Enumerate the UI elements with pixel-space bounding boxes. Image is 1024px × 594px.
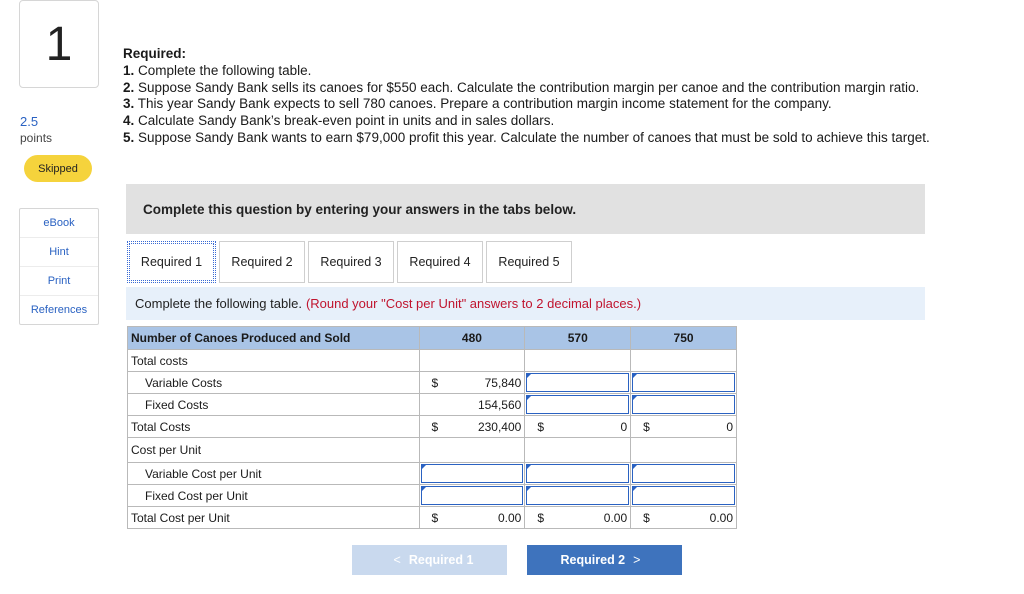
prompt-text: Complete the following table.	[135, 296, 302, 311]
row-label: Variable Costs	[128, 372, 420, 394]
dollar-sign: $	[643, 511, 650, 525]
item-text: Suppose Sandy Bank wants to earn $79,000 profit this year. Calculate the number of canoes that must be sold to achieve this target.	[138, 129, 930, 145]
next-required-button[interactable]	[527, 545, 682, 575]
chevron-right-icon: >	[633, 553, 641, 567]
fixed-costs-750-input[interactable]	[631, 394, 737, 416]
status-badge: Skipped	[24, 155, 92, 182]
header-label: Number of Canoes Produced and Sold	[128, 327, 420, 350]
input-box[interactable]	[632, 395, 735, 414]
input-box[interactable]	[632, 373, 735, 392]
total-costs-750	[631, 416, 737, 438]
empty-cell	[631, 350, 737, 372]
tab-required-1[interactable]: Required 1	[127, 241, 216, 283]
total-per-unit-750	[631, 507, 737, 529]
empty-cell	[631, 438, 737, 463]
row-label: Variable Cost per Unit	[128, 463, 420, 485]
table-row	[128, 394, 737, 416]
total-costs-570	[525, 416, 631, 438]
value: 0.00	[603, 511, 628, 525]
item-number: 2.	[123, 79, 135, 95]
table-row	[128, 416, 737, 438]
table-row	[128, 372, 737, 394]
required-list	[123, 63, 1013, 147]
ebook-link[interactable]: eBook	[20, 209, 98, 238]
variable-costs-750-input[interactable]	[631, 372, 737, 394]
input-box[interactable]	[421, 486, 524, 505]
value: 0	[726, 420, 733, 434]
resources-panel	[19, 208, 99, 325]
input-box[interactable]	[526, 395, 629, 414]
row-label: Total Cost per Unit	[128, 507, 420, 529]
item-number: 3.	[123, 96, 135, 112]
points-info	[20, 114, 52, 146]
table-row	[128, 438, 737, 463]
row-label: Fixed Costs	[128, 394, 420, 416]
header-480: 480	[419, 327, 525, 350]
dollar-sign: $	[431, 376, 439, 390]
value: 75,840	[484, 376, 522, 390]
total-per-unit-480	[419, 507, 525, 529]
value: 0.00	[709, 511, 733, 525]
total-costs-480	[419, 416, 525, 438]
table-row	[128, 350, 737, 372]
dollar-sign: $	[643, 420, 650, 434]
points-value: 2.5	[20, 114, 39, 129]
list-item	[123, 113, 1013, 130]
dollar-sign: $	[537, 420, 545, 434]
variable-costs-480	[419, 372, 525, 394]
required-section	[123, 46, 1013, 147]
required-heading: Required:	[123, 46, 187, 61]
item-number: 5.	[123, 129, 135, 145]
prev-label: Required 1	[408, 553, 474, 567]
fixed-per-unit-480-input[interactable]	[419, 485, 525, 507]
header-750: 750	[631, 327, 737, 350]
value: 230,400	[477, 420, 522, 434]
value: 0	[620, 420, 628, 434]
next-label: Required 2	[560, 553, 626, 567]
fixed-costs-480	[419, 394, 525, 416]
instructions-banner: Complete this question by entering your answers in the tabs below.	[126, 184, 925, 234]
list-item	[123, 96, 1013, 113]
prompt-bar	[126, 287, 925, 320]
var-per-unit-750-input[interactable]	[631, 463, 737, 485]
table-row	[128, 507, 737, 529]
item-number: 4.	[123, 113, 135, 129]
item-text: This year Sandy Bank expects to sell 780 canoes. Prepare a contribution margin income statement for the company.	[137, 96, 832, 112]
row-label: Fixed Cost per Unit	[128, 485, 420, 507]
question-number: 1	[19, 0, 99, 88]
print-link[interactable]: Print	[20, 267, 98, 296]
var-per-unit-570-input[interactable]	[525, 463, 631, 485]
dollar-sign: $	[431, 511, 439, 525]
empty-cell	[419, 438, 525, 463]
chevron-left-icon: <	[393, 553, 401, 567]
tab-bar	[127, 241, 575, 283]
input-box[interactable]	[526, 486, 629, 505]
prompt-note: (Round your "Cost per Unit" answers to 2 decimal places.)	[305, 296, 642, 311]
variable-costs-570-input[interactable]	[525, 372, 631, 394]
value: 154,560	[477, 398, 522, 412]
points-label: points	[20, 131, 53, 145]
item-text: Calculate Sandy Bank’s break-even point in units and in sales dollars.	[138, 113, 555, 129]
total-per-unit-570	[525, 507, 631, 529]
list-item	[123, 63, 1013, 80]
cost-table	[127, 326, 737, 529]
list-item	[123, 130, 1013, 147]
header-570: 570	[525, 327, 631, 350]
references-link[interactable]: References	[30, 304, 88, 316]
tab-required-4[interactable]: Required 4	[397, 241, 483, 283]
item-text: Complete the following table.	[138, 62, 312, 78]
input-box[interactable]	[632, 464, 735, 483]
empty-cell	[419, 350, 525, 372]
var-per-unit-480-input[interactable]	[419, 463, 525, 485]
hint-link[interactable]: Hint	[20, 238, 98, 267]
item-text: Suppose Sandy Bank sells its canoes for $550 each. Calculate the contribution margin per canoe and the contribution margin ratio.	[138, 79, 920, 95]
input-box[interactable]	[526, 373, 629, 392]
table-row	[128, 485, 737, 507]
tab-required-2[interactable]: Required 2	[219, 241, 305, 283]
tab-required-5[interactable]: Required 5	[486, 241, 572, 283]
input-box[interactable]	[526, 464, 629, 483]
prev-required-button	[352, 545, 507, 575]
table-row	[128, 463, 737, 485]
fixed-costs-570-input[interactable]	[525, 394, 631, 416]
input-box[interactable]	[421, 464, 524, 483]
fixed-per-unit-570-input[interactable]	[525, 485, 631, 507]
dollar-sign: $	[431, 420, 439, 434]
dollar-sign: $	[537, 511, 545, 525]
row-label: Cost per Unit	[128, 438, 420, 463]
input-box[interactable]	[632, 486, 735, 505]
empty-cell	[525, 438, 631, 463]
table-header-row	[128, 327, 737, 350]
list-item	[123, 80, 1013, 97]
tab-required-3[interactable]: Required 3	[308, 241, 394, 283]
item-number: 1.	[123, 62, 135, 78]
row-label: Total Costs	[128, 416, 420, 438]
row-label: Total costs	[128, 350, 420, 372]
fixed-per-unit-750-input[interactable]	[631, 485, 737, 507]
empty-cell	[525, 350, 631, 372]
value: 0.00	[497, 511, 522, 525]
